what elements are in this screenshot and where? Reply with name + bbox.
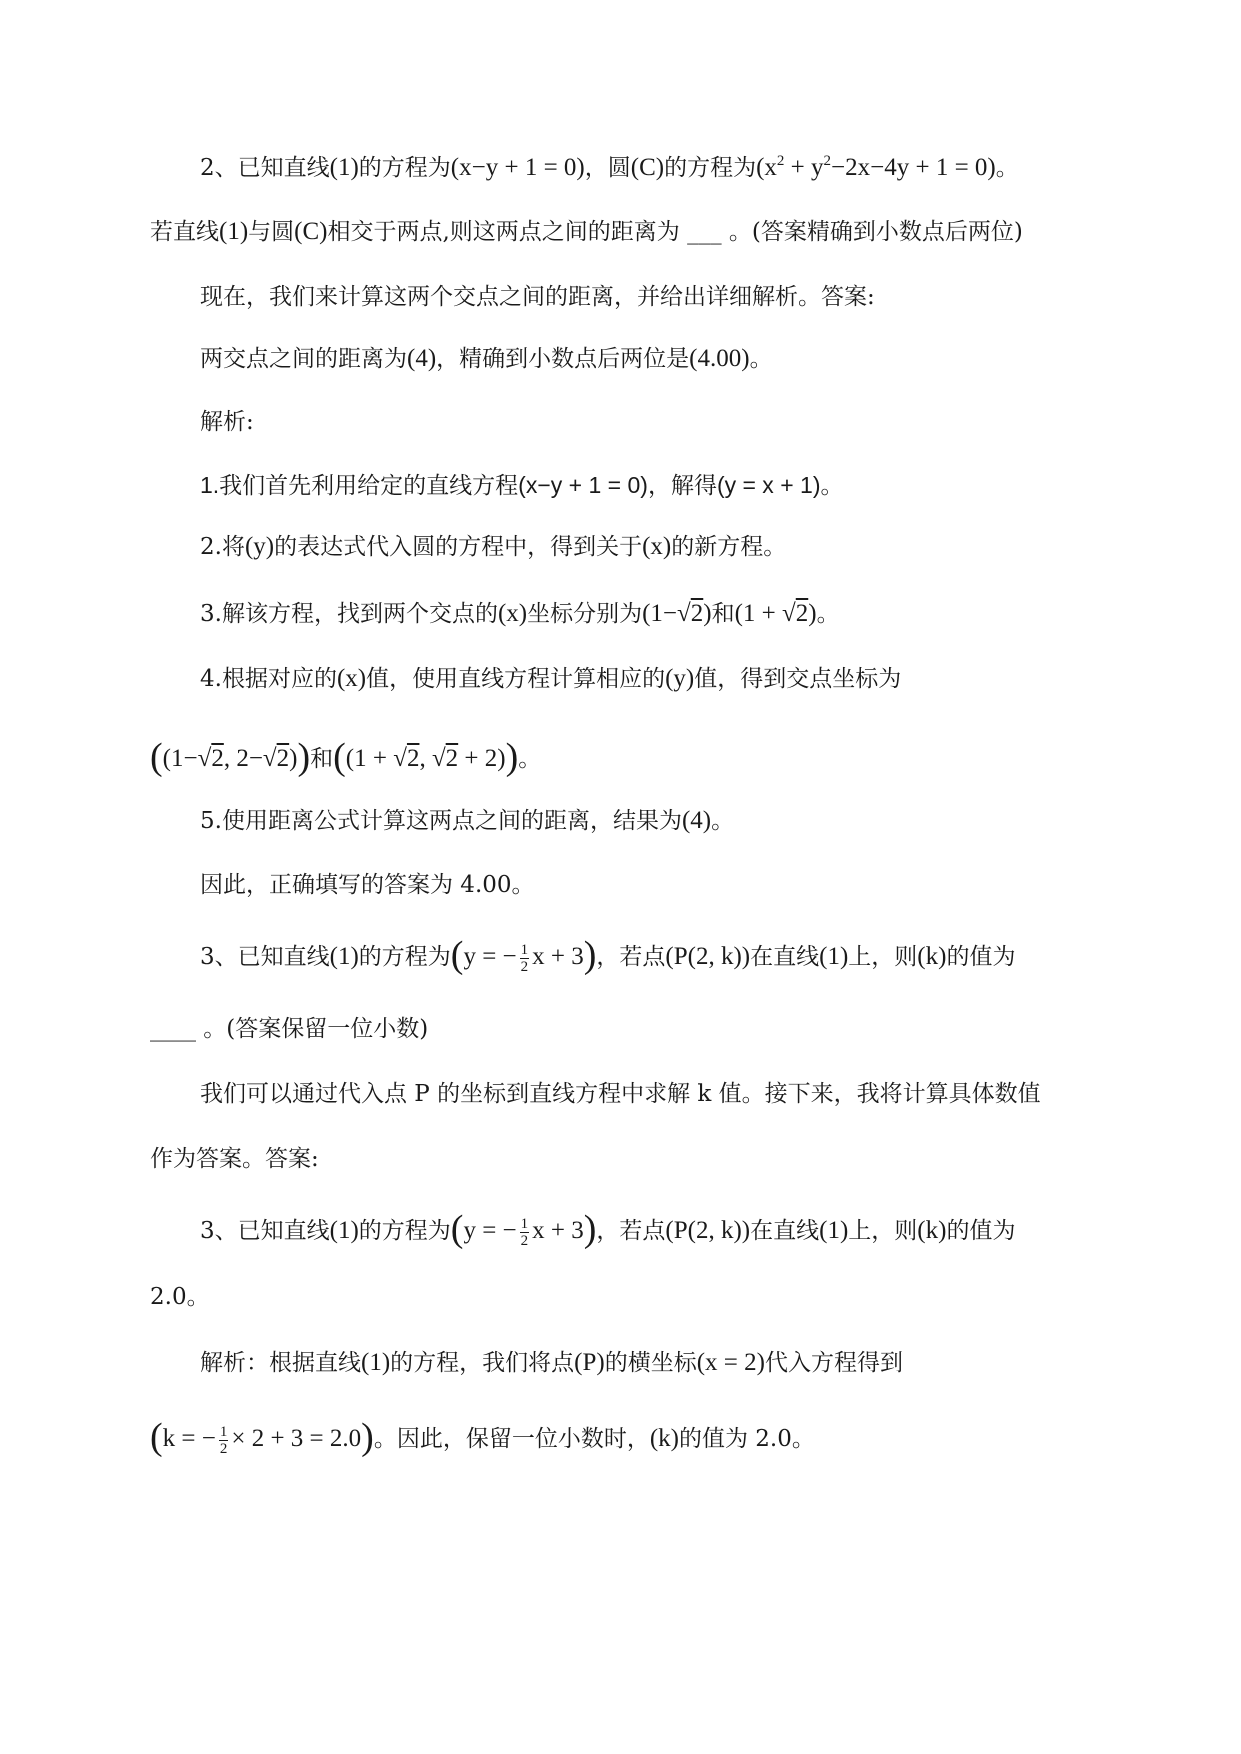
math: (1) [219,218,249,245]
math: (x = 2) [696,1349,765,1376]
text: 值，得到交点坐标为 [694,666,902,692]
text: 3、已知直线 [200,944,330,970]
math: (1 + √ [734,600,796,627]
text: 。 [711,808,735,834]
math: (1) [819,943,849,970]
math: k = − [162,1425,216,1452]
math: (1−√ [642,600,691,627]
q2-step-2 [200,530,786,564]
radicand: 2 [795,600,809,627]
math: (4.00) [689,345,750,372]
text: 的方程为 [358,944,451,970]
math: (x) [336,665,367,692]
q3-intro-line-2: 作为答案。答案: [150,1146,319,1172]
math: , √ [419,745,446,772]
text: 。 [518,746,542,772]
radicand: 2 [406,745,420,772]
text: 3.解该方程，找到两个交点的 [200,601,498,627]
big-paren: ( [150,736,163,778]
q3-statement-line-1 [200,934,1016,976]
text: 5.使用距离公式计算这两点之间的距离，结果为 [200,808,682,834]
math: y = − [463,943,517,970]
text: 的值为 [946,1218,1016,1244]
text: 的值为 [946,944,1016,970]
text: 在直线 [750,1218,820,1244]
q2-statement-line-2 [150,215,1023,249]
q2-intro: 现在，我们来计算这两个交点之间的距离，并给出详细解析。答案: [200,284,875,310]
text: 的方程为 [358,155,451,181]
q2-step-4 [200,662,901,696]
math: , 2−√ [223,745,277,772]
point-2 [346,745,506,772]
line-equation: (x−y + 1 = 0) [450,154,585,181]
text: 。 [816,601,840,627]
math: (1−√ [162,745,212,772]
q3-answer-line-2: 2.0。 [150,1284,210,1310]
text: 。 [749,346,773,372]
root-expression [642,600,711,627]
text: 值，使用直线方程计算相应的 [366,666,666,692]
fraction [520,1216,530,1249]
big-paren: ) [583,934,597,976]
text: ，若点 [596,944,666,970]
numerator: 1 [219,1423,228,1440]
text: 的值为 2.0。 [678,1426,815,1452]
numerator: 1 [520,941,529,958]
text: 相交于两点,则这两点之间的距离为 ___ 。(答案精确到小数点后两位) [327,219,1023,245]
math: y = − [463,1217,517,1244]
math: (x) [642,533,672,560]
math: (k) [649,1425,679,1452]
math: (P(2, k)) [665,1217,751,1244]
text: ，若点 [596,1218,666,1244]
math: (P) [574,1349,605,1376]
text: 的新方程。 [671,534,787,560]
math: + y [784,154,824,181]
big-paren: ( [450,1208,464,1250]
math: ) [808,600,817,627]
root-expression [735,600,817,627]
denominator: 2 [520,958,529,975]
exponent: 2 [823,153,832,169]
q2-answer [200,342,773,376]
numerator: 1 [520,1215,529,1232]
big-paren: ) [583,1208,597,1250]
q3-intro-line-1: 我们可以通过代入点 P 的坐标到直线方程中求解 k 值。接下来，我将计算具体数值 [200,1081,1041,1107]
text: ，圆 [584,155,631,181]
math: (1) [329,154,359,181]
math: (1) [361,1349,391,1376]
math: x + 3 [532,1217,584,1244]
math: (4) [407,345,437,372]
radicand: 2 [690,600,704,627]
denominator: 2 [219,1440,228,1457]
q3-answer-line-1 [200,1208,1016,1250]
text: 解析：根据直线 [200,1350,361,1376]
q3-analysis-line-1 [200,1346,903,1380]
math: (C) [294,218,328,245]
radicand: 2 [211,745,224,772]
text: 2、已知直线 [200,155,330,181]
text: 两交点之间的距离为 [200,346,407,372]
text: 4.根据对应的 [200,666,337,692]
fraction [219,1424,229,1457]
q2-conclusion: 因此，正确填写的答案为 4.00。 [200,872,535,898]
point-1 [163,745,298,772]
math: (1 + √ [345,745,407,772]
q2-step-3 [200,597,840,631]
big-paren: ( [150,1416,163,1458]
big-paren: ( [450,934,464,976]
math: (x) [497,600,528,627]
math: (k) [917,1217,947,1244]
radicand: 2 [276,745,290,772]
text: 3、已知直线 [200,1218,330,1244]
math: (4) [681,807,712,834]
fraction [520,942,530,975]
exponent: 2 [776,153,785,169]
text: 若直线 [150,219,219,245]
text: 。因此，保留一位小数时， [373,1426,650,1452]
text: 的横坐标 [604,1350,697,1376]
q3-analysis-line-2 [150,1416,815,1458]
big-paren: ( [333,736,346,778]
text: 的方程，我们将点 [390,1350,575,1376]
math: (C) [630,154,665,181]
text: 和 [310,746,334,772]
math: ) [289,745,298,772]
text: 的表达式代入圆的方程中，得到关于 [274,534,643,560]
big-paren: ) [297,736,311,778]
text: 和 [711,601,735,627]
math: (y) [244,533,275,560]
math: (k) [917,943,947,970]
text: 上，则 [848,1218,918,1244]
math: + 2) [458,745,506,772]
big-paren: ) [361,1416,374,1458]
math: (P(2, k)) [665,943,751,970]
big-paren: ) [505,736,519,778]
q2-step-5 [200,804,734,838]
radicand: 2 [445,745,459,772]
text: 的方程为 [664,155,757,181]
math: x + 3 [532,943,584,970]
math: (1) [329,1217,359,1244]
text: 代入方程得到 [764,1350,903,1376]
math: × 2 + 3 = 2.0 [231,1425,362,1452]
math: (1) [329,943,359,970]
q2-analysis-heading: 解析: [200,409,254,435]
text: 。 [995,155,1019,181]
text: 坐标分别为 [527,601,643,627]
q2-statement-line-1 [200,151,1019,185]
text: ，精确到小数点后两位是 [436,346,690,372]
q3-statement-line-2: ____ 。(答案保留一位小数) [150,1016,429,1042]
math: (y) [665,665,695,692]
text: 在直线 [750,944,820,970]
q2-step-4-coordinates [150,736,542,778]
math: ) [703,600,712,627]
text: 的方程为 [358,1218,451,1244]
math: (1) [819,1217,849,1244]
q2-step-1: 1.我们首先利用给定的直线方程(x−y + 1 = 0)，解得(y = x + 1)。 [200,472,844,498]
text: 与圆 [248,219,295,245]
text: 上，则 [848,944,918,970]
circle-equation [756,154,996,181]
denominator: 2 [520,1232,529,1249]
text: 2.将 [200,534,245,560]
math: −2x−4y + 1 = 0) [831,154,996,181]
math: (x [756,154,777,181]
